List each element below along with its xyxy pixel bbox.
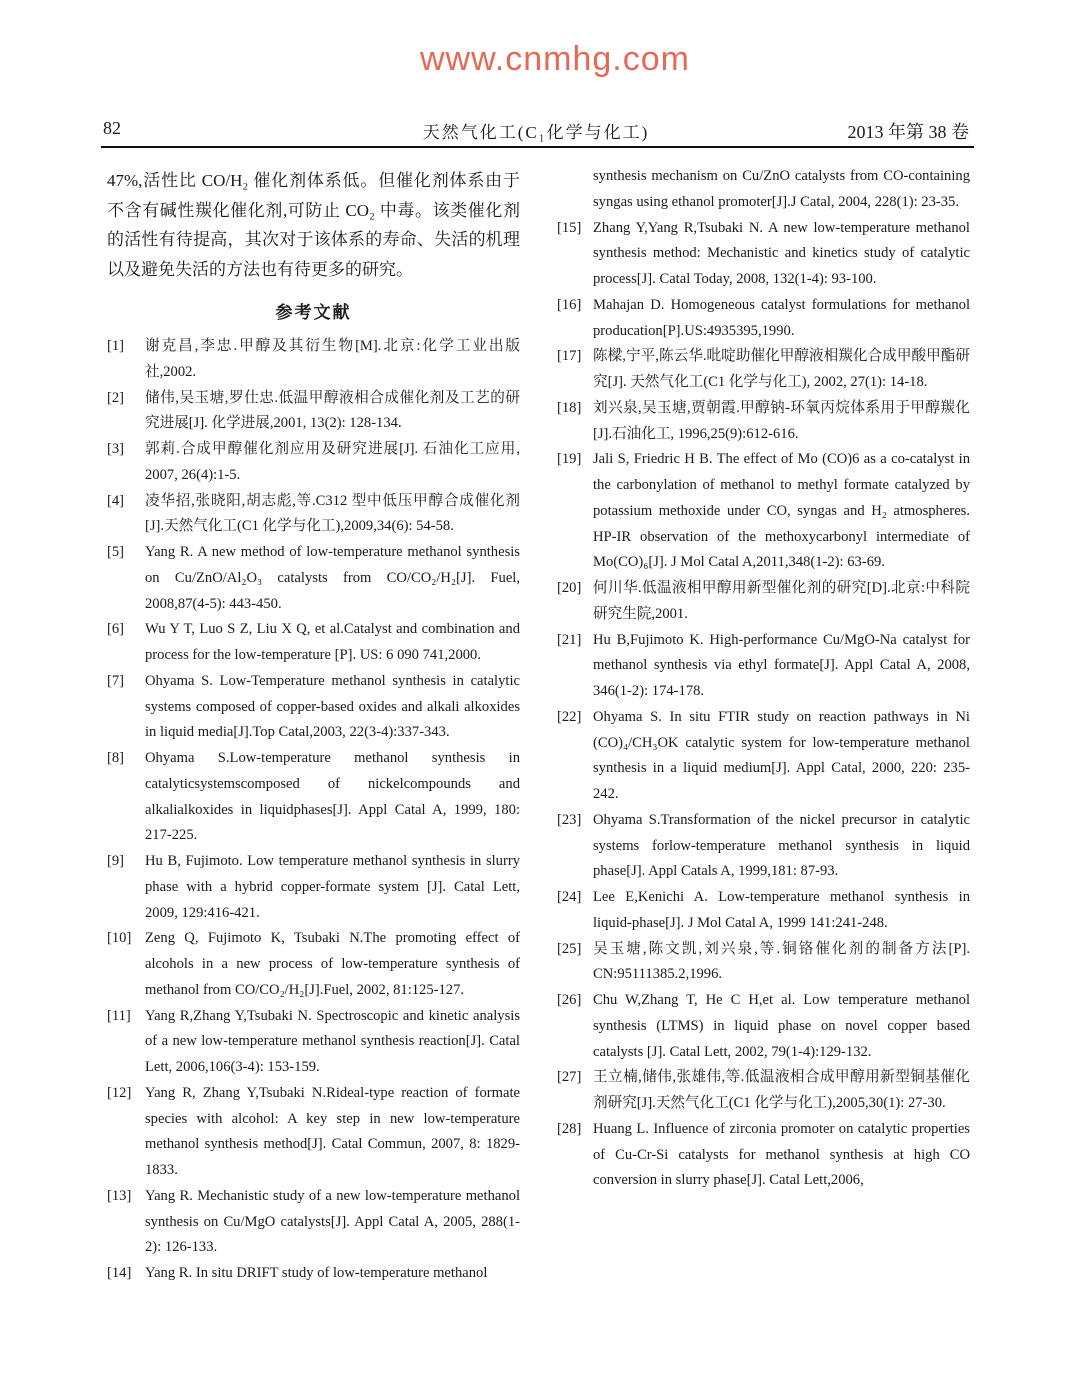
reference-number: [16] (557, 296, 582, 313)
reference-text: 谢克昌,李忠.甲醇及其衍生物[M].北京:化学工业出版社,2002. (145, 338, 520, 380)
reference-text: 郭莉.合成甲醇催化剂应用及研究进展[J]. 石油化工应用, 2007, 26(4):1-5. (145, 441, 520, 483)
reference-item (557, 937, 970, 989)
reference-number: [8] (107, 750, 125, 766)
reference-number: [25] (557, 940, 582, 957)
reference-number: [21] (557, 631, 582, 648)
reference-text: Yang R. Mechanistic study of a new low-temperature methanol synthesis on Cu/MgO catalysts[J]. Appl Catal A, 2005, 288(1-2): 126-133. (145, 1187, 520, 1256)
reference-item (107, 437, 520, 489)
reference-item (107, 1261, 520, 1287)
reference-item (557, 1117, 970, 1194)
reference-item (107, 746, 520, 849)
page-number: 82 (103, 118, 121, 138)
volume-info: 2013 年第 38 卷 (847, 122, 969, 142)
reference-text: Zhang Y,Yang R,Tsubaki N. A new low-temperature methanol synthesis method: Mechanistic and kinetics study of catalytic process[J]. Catal Today, 2008, 132(1-4): 93-100. (593, 219, 970, 287)
reference-number: [15] (557, 219, 582, 236)
reference-text: Huang L. Influence of zirconia promoter on catalytic properties of Cu-Cr-Si catalysts for methanol synthesis at high CO conversion in slurry phase[J]. Catal Lett,2006, (593, 1120, 970, 1189)
references-heading: 参考文献 (275, 303, 352, 322)
reference-item (557, 293, 970, 345)
reference-item (557, 447, 970, 576)
reference-number: [2] (107, 389, 125, 406)
reference-number: [20] (557, 580, 582, 596)
reference-number: [5] (107, 544, 125, 560)
reference-number: [23] (557, 811, 582, 828)
reference-item (107, 489, 520, 541)
reference-item (107, 1184, 520, 1261)
reference-text: Yang R. In situ DRIFT study of low-temperature methanol (145, 1265, 488, 1281)
reference-number: [11] (107, 1007, 131, 1024)
reference-number: [6] (107, 621, 125, 638)
reference-text: Hu B,Fujimoto K. High-performance Cu/MgO-Na catalyst for methanol synthesis via ethyl formate[J]. Appl Catal A, 2008, 346(1-2): 174-178. (593, 631, 970, 699)
reference-number: [14] (107, 1265, 132, 1281)
reference-text: Yang R,Zhang Y,Tsubaki N. Spectroscopic and kinetic analysis of a new low-temperature methanol synthesis reaction[J]. Catal Lett, 2006,106(3-4): 153-159. (145, 1007, 520, 1075)
reference-item (107, 334, 520, 386)
reference-number: [13] (107, 1187, 132, 1204)
reference-item (107, 1081, 520, 1184)
reference-item (557, 988, 970, 1065)
reference-text: 陈樑,宁平,陈云华.吡啶助催化甲醇液相羰化合成甲酸甲酯研究[J]. 天然气化工(C1 化学与化工), 2002, 27(1): 14-18. (593, 348, 970, 390)
reference-number: [26] (557, 992, 582, 1008)
right-column (557, 164, 970, 1194)
reference-text: 吴玉塘,陈文凯,刘兴泉,等.铜铬催化剂的制备方法[P]. CN:95111385.2,1996. (593, 940, 970, 983)
reference-item (107, 1004, 520, 1081)
journal-title: 天然气化工(C₁化学与化工) (422, 123, 650, 142)
reference-number: [24] (557, 889, 582, 905)
reference-number: [9] (107, 853, 125, 869)
reference-item (557, 705, 970, 808)
references-list-right (557, 216, 970, 1195)
reference-item (107, 540, 520, 617)
reference-number: [28] (557, 1120, 582, 1137)
reference-text: Mahajan D. Homogeneous catalyst formulations for methanol producation[P].US:4935395,1990. (593, 296, 970, 339)
reference-text: 凌华招,张晓阳,胡志彪,等.C312 型中低压甲醇合成催化剂[J].天然气化工(C1 化学与化工),2009,34(6): 54-58. (145, 492, 520, 535)
reference-number: [18] (557, 399, 582, 416)
reference-number: [17] (557, 348, 582, 365)
reference-item (557, 396, 970, 448)
reference-number: [4] (107, 492, 125, 509)
reference-text: Ohyama S. Low-Temperature methanol synthesis in catalytic systems composed of copper-based oxides and alkali alkoxides in liquid media[J].Top Catal,2003, 22(3-4):337-343. (145, 672, 520, 741)
reference-number: [12] (107, 1084, 132, 1101)
reference-item (557, 216, 970, 293)
reference-text: Lee E,Kenichi A. Low-temperature methanol synthesis in liquid-phase[J]. J Mol Catal A, 1999 141:241-248. (593, 889, 970, 931)
header-rule (101, 146, 974, 148)
reference-text: Hu B, Fujimoto. Low temperature methanol synthesis in slurry phase with a hybrid copper-formate system [J]. Catal Lett, 2009, 129:416-421. (145, 853, 520, 921)
reference-item (557, 344, 970, 396)
reference-text: 何川华.低温液相甲醇用新型催化剂的研究[D].北京:中科院研究生院,2001. (593, 580, 970, 622)
reference-text: Ohyama S.Low-temperature methanol synthesis in catalyticsystemscomposed of nickelcompounds and alkalialkoxides in liquidphases[J]. Appl Catal A, 1999, 180: 217-225. (145, 750, 520, 844)
reference-text: 王立楠,储伟,张雄伟,等.低温液相合成甲醇用新型铜基催化剂研究[J].天然气化工(C1 化学与化工),2005,30(1): 27-30. (593, 1069, 970, 1111)
reference-item (557, 628, 970, 705)
reference-text: 刘兴泉,吴玉塘,贾朝霞.甲醇钠-环氧丙烷体系用于甲醇羰化[J].石油化工, 1996,25(9):612-616. (593, 399, 970, 442)
reference-item (557, 576, 970, 628)
reference-text: Yang R. A new method of low-temperature methanol synthesis on Cu/ZnO/Al₂O₃ catalysts from CO/CO₂/H₂[J]. Fuel, 2008,87(4-5): 443-450. (145, 544, 520, 612)
reference-item (107, 849, 520, 926)
reference-text: 储伟,吴玉塘,罗仕忠.低温甲醇液相合成催化剂及工艺的研究进展[J]. 化学进展,2001, 13(2): 128-134. (145, 389, 520, 432)
reference-number: [19] (557, 451, 582, 468)
reference-number: [7] (107, 672, 125, 689)
left-column (107, 166, 520, 1287)
reference-number: [1] (107, 338, 125, 354)
reference-number: [3] (107, 441, 125, 457)
reference-text: Ohyama S. In situ FTIR study on reaction pathways in Ni (CO)₄/CH₃OK catalytic system for low-temperature methanol synthesis in a liquid medium[J]. Appl Catal, 2000, 220: 235-242. (593, 708, 970, 802)
reference-continuation: synthesis mechanism on Cu/ZnO catalysts from CO-containing syngas using ethanol promoter[J].J Catal, 2004, 228(1): 23-35. (593, 168, 970, 210)
reference-item (107, 669, 520, 746)
watermark: www.cnmhg.com (420, 40, 690, 78)
reference-text: Ohyama S.Transformation of the nickel precursor in catalytic systems forlow-temperature methanol synthesis in liquid phase[J]. Appl Catals A, 1999,181: 87-93. (593, 811, 970, 880)
reference-item (557, 808, 970, 885)
reference-number: [10] (107, 930, 132, 947)
references-list-left (107, 334, 520, 1287)
reference-item (557, 1065, 970, 1117)
reference-number: [22] (557, 708, 582, 725)
reference-text: Jali S, Friedric H B. The effect of Mo (CO)6 as a co-catalyst in the carbonylation of methanol to methyl formate catalyzed by potassium methoxide under CO, syngas and H₂ atmospheres. HP-IR observation of the methoxycarbonyl intermediate of Mo(CO)₆[J]. J Mol Catal A,2011,348(1-2): 63-69. (593, 451, 970, 571)
reference-number: [27] (557, 1069, 582, 1086)
reference-text: Zeng Q, Fujimoto K, Tsubaki N.The promoting effect of alcohols in a new process of low-temperature synthesis of methanol from CO/CO₂/H₂[J].Fuel, 2002, 81:125-127. (145, 930, 520, 998)
intro-paragraph: 47%,活性比 CO/H₂ 催化剂体系低。但催化剂体系由于不含有碱性羰化催化剂,可防止 CO₂ 中毒。该类催化剂的活性有待提高，其次对于该体系的寿命、失活的机理以及避免失活的方法也有待更多的研究。 (107, 171, 520, 279)
reference-item (107, 617, 520, 669)
reference-item (107, 926, 520, 1003)
reference-item (557, 885, 970, 937)
reference-text: Chu W,Zhang T, He C H,et al. Low temperature methanol synthesis (LTMS) in liquid phase on novel copper based catalysts [J]. Catal Lett, 2002, 79(1-4):129-132. (593, 992, 970, 1060)
reference-item (107, 386, 520, 438)
reference-text: Wu Y T, Luo S Z, Liu X Q, et al.Catalyst and combination and process for the low-temperature [P]. US: 6 090 741,2000. (145, 621, 520, 663)
reference-text: Yang R, Zhang Y,Tsubaki N.Rideal-type reaction of formate species with alcohol: A key step in new low-temperature methanol synthesis method[J]. Catal Commun, 2007, 8: 1829-1833. (145, 1084, 520, 1178)
